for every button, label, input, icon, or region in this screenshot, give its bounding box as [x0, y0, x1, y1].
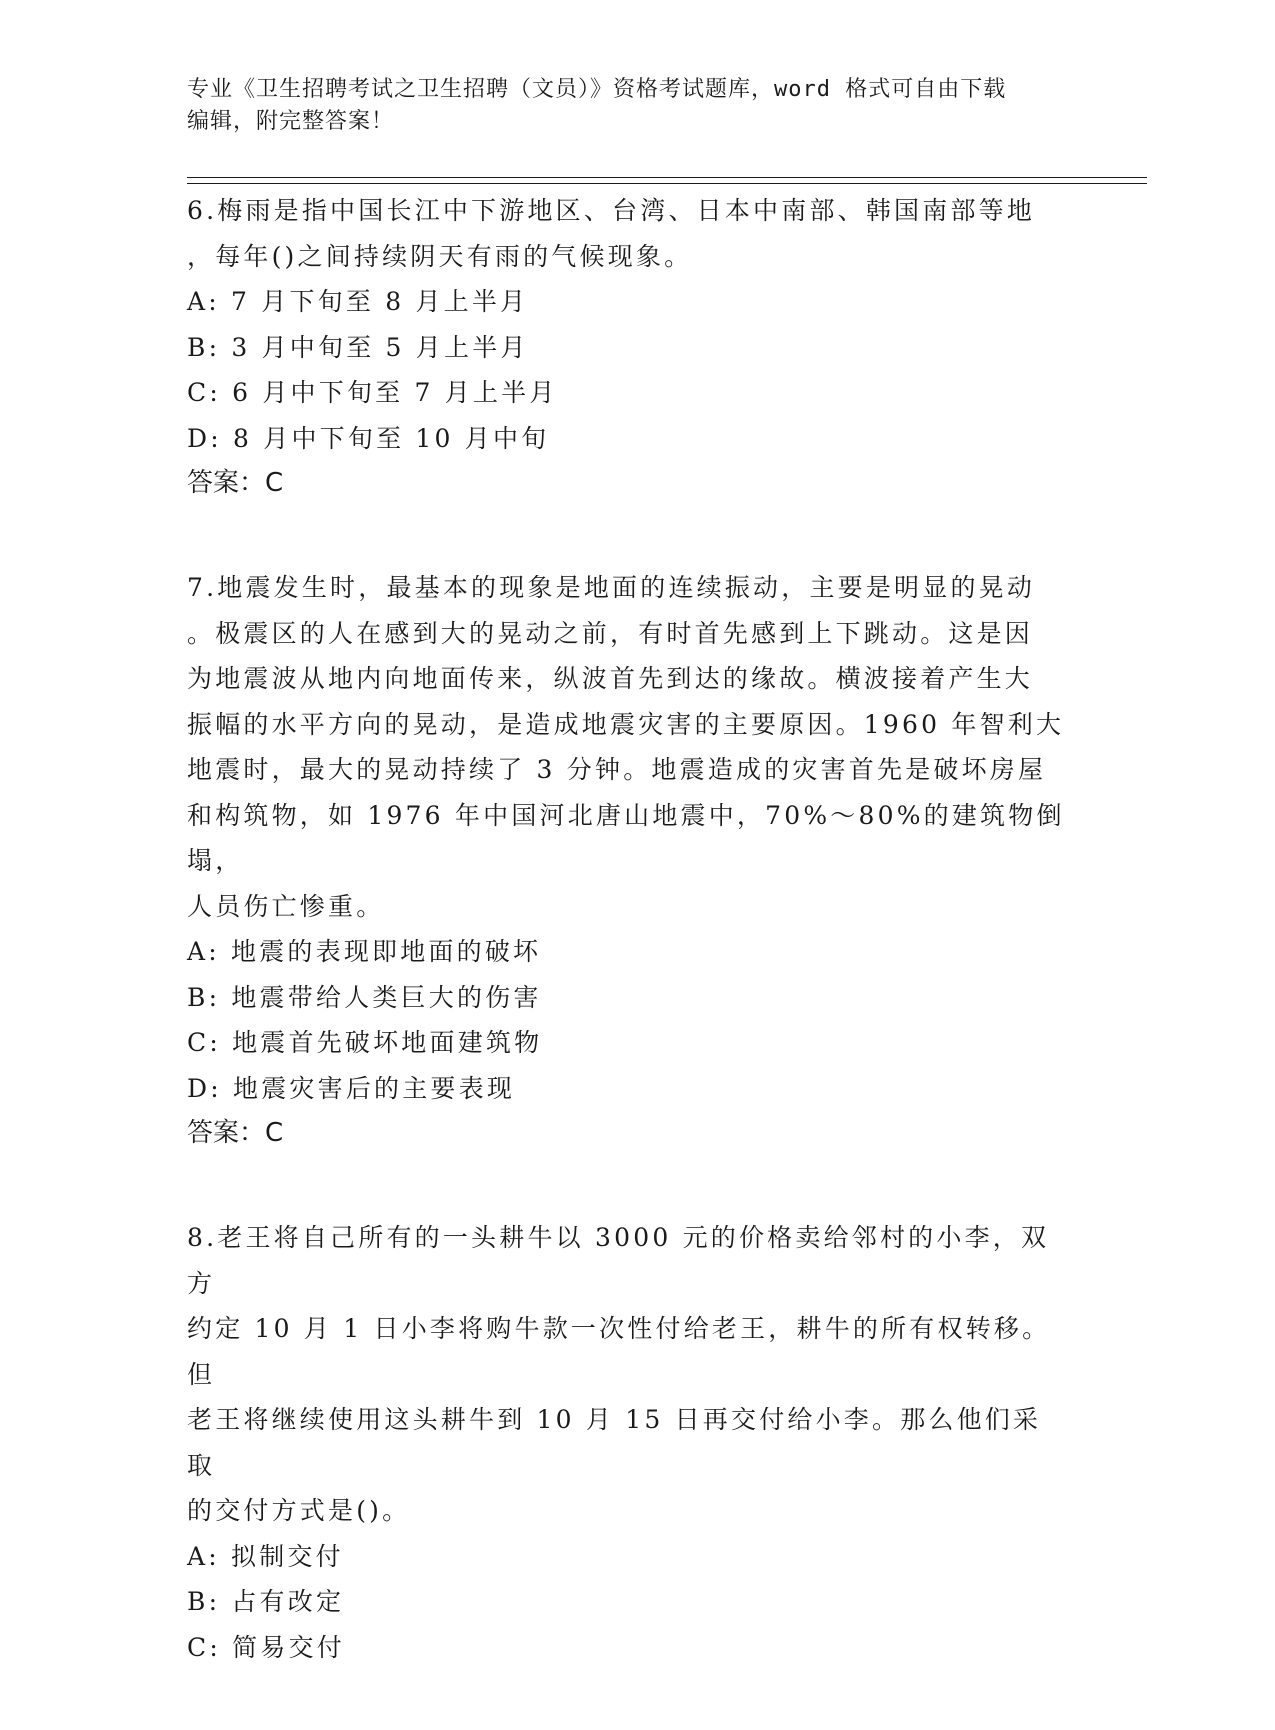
header-divider-top — [187, 177, 1147, 178]
question-stem-line: 7.地震发生时，最基本的现象是地面的连续振动，主要是明显的晃动 — [187, 573, 1036, 602]
question-7 — [187, 565, 1067, 1155]
question-stem-line: 和构筑物，如 1976 年中国河北唐山地震中，70%～80%的建筑物倒塌， — [187, 800, 1065, 875]
question-stem-line: 6.梅雨是指中国长江中下游地区、台湾、日本中南部、韩国南部等地 — [187, 196, 1036, 225]
option-a: A: 地震的表现即地面的破坏 — [187, 937, 542, 966]
question-stem-line: ，每年()之间持续阴天有雨的气候现象。 — [187, 241, 693, 271]
option-a: A: 拟制交付 — [187, 1541, 344, 1571]
question-stem-line: 约定 10 月 1 日小李将购牛款一次性付给老王，耕牛的所有权转移。但 — [187, 1314, 1051, 1389]
question-stem-line: 老王将继续使用这头耕牛到 10 月 15 日再交付给小李。那么他们采取 — [187, 1405, 1042, 1480]
question-stem-line: 为地震波从地内向地面传来，纵波首先到达的缘故。横波接着产生大 — [187, 664, 1034, 693]
question-stem-line: 振幅的水平方向的晃动，是造成地震灾害的主要原因。1960 年智利大 — [187, 709, 1065, 739]
answer-label: 答案：C — [187, 468, 284, 498]
question-stem-line: 地震时，最大的晃动持续了 3 分钟。地震造成的灾害首先是破坏房屋 — [187, 755, 1047, 784]
option-b: B: 3 月中旬至 5 月上半月 — [187, 332, 529, 362]
header-divider-bottom — [187, 183, 1147, 184]
question-stem-line: 8.老王将自己所有的一头耕牛以 3000 元的价格卖给邻村的小李，双方 — [187, 1223, 1050, 1298]
header-line: 专业《卫生招聘考试之卫生招聘（文员）》资格考试题库，word 格式可自由下载 — [187, 77, 1007, 102]
option-a: A: 7 月下旬至 8 月上半月 — [187, 287, 529, 316]
option-b: B: 地震带给人类巨大的伤害 — [187, 982, 542, 1012]
option-d: D: 地震灾害后的主要表现 — [187, 1073, 516, 1103]
option-b: B: 占有改定 — [187, 1587, 345, 1616]
option-d: D: 8 月中下旬至 10 月中旬 — [187, 423, 550, 453]
header-line: 编辑，附完整答案！ — [187, 109, 395, 134]
question-stem-line: 的交付方式是()。 — [187, 1496, 411, 1525]
question-8 — [187, 1215, 1067, 1670]
option-c: C: 6 月中下旬至 7 月上半月 — [187, 378, 558, 407]
question-stem-line: 人员伤亡惨重。 — [187, 891, 385, 921]
option-c: C: 地震首先破坏地面建筑物 — [187, 1028, 543, 1057]
question-6 — [187, 188, 1067, 505]
document-header — [187, 74, 1087, 138]
option-c: C: 简易交付 — [187, 1632, 345, 1662]
question-stem-line: 。极震区的人在感到大的晃动之前，有时首先感到上下跳动。这是因 — [187, 618, 1034, 648]
answer-label: 答案：C — [187, 1118, 284, 1148]
question-list — [187, 188, 1067, 1730]
